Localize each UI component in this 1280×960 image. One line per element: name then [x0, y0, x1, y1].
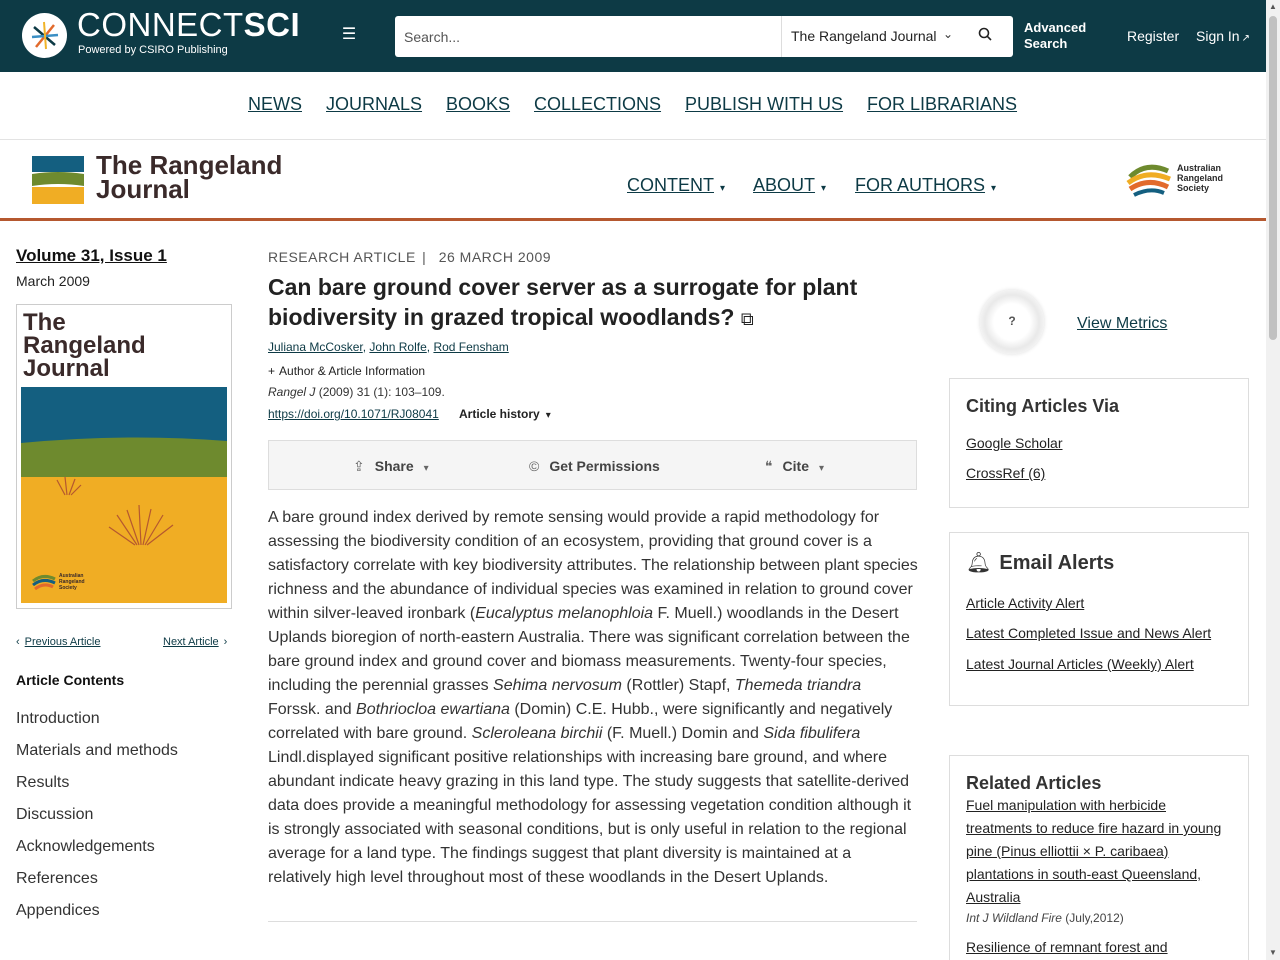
connectsci-logo-icon[interactable] [22, 13, 67, 58]
search-input[interactable] [395, 16, 781, 57]
citing-articles-heading: Citing Articles Via [966, 396, 1120, 416]
related-article-link[interactable]: Fuel manipulation with herbicide treatments to reduce fire hazard in young pine (Pinus elliottii × P. caribaea) plantations in south-east Queensland, Australia [966, 797, 1222, 905]
abstract-segment: (Rottler) Stapf, [621, 677, 735, 694]
search-box [395, 16, 1013, 57]
google-scholar-link[interactable]: Google Scholar [966, 435, 1063, 451]
chevron-down-icon: ▾ [991, 183, 997, 194]
chevron-left-icon: ‹ [16, 636, 20, 648]
article-history-toggle[interactable]: Article history ▾ [459, 407, 551, 421]
chevron-down-icon: ▾ [821, 183, 827, 194]
abstract-segment: Lindl.displayed significant positive relationships with increasing bare ground, and where abundant indicate heavy grazing in this land type. The study suggests that satellite-derived data does provide a meaningful methodology for assessing vegetation condition although it is strongly associated with seasonal conditions, but is only useful in relation to the regional average for a land type. The findings suggest that plant diversity is maintained at a relatively high level throughout most of these woodlands in the Desert Uplands. [268, 749, 912, 886]
nav-collections[interactable]: COLLECTIONS [534, 94, 662, 114]
article-title: Can bare ground cover server as a surrogate for plant biodiversity in grazed tropical woodlands? ⧉ [268, 274, 858, 330]
share-button[interactable]: ⇪ Share ▾ [353, 458, 429, 474]
scroll-thumb[interactable] [1269, 16, 1277, 340]
abstract-segment: (F. Muell.) Domin and [602, 725, 764, 742]
author-link[interactable]: John Rolfe [369, 340, 427, 354]
cover-society-name: Australian Rangeland Society [59, 573, 85, 591]
search-divider [781, 16, 782, 57]
citation-line: Rangel J (2009) 31 (1): 103–109. [268, 385, 445, 399]
advanced-search-link[interactable]: Advanced Search [1024, 20, 1087, 51]
article-contents-heading: Article Contents [16, 672, 125, 688]
chevron-down-icon: ▾ [819, 463, 825, 474]
cover-society-logo-icon [31, 571, 57, 591]
journal-header [0, 141, 1266, 221]
view-metrics-link[interactable]: View Metrics [1077, 315, 1168, 332]
next-article-link[interactable]: Next Article › [163, 636, 228, 648]
article-date: 26 MARCH 2009 [438, 249, 552, 265]
journal-name[interactable]: The Rangeland Journal [96, 150, 283, 204]
author-link[interactable]: Juliana McCosker [268, 340, 363, 354]
scroll-up-arrow-icon[interactable]: ▲ [1269, 2, 1277, 11]
journal-nav-content[interactable]: CONTENT ▾ [627, 175, 726, 195]
plus-icon: + [268, 364, 276, 378]
external-icon: ↗ [1241, 33, 1250, 44]
altmetric-badge-icon[interactable]: ? [980, 290, 1044, 354]
issue-date: March 2009 [16, 273, 90, 289]
register-link[interactable]: Register [1127, 28, 1180, 44]
page-scrollbar[interactable] [1266, 0, 1280, 960]
chevron-down-icon: ▾ [423, 463, 429, 474]
external-icon[interactable]: ⧉ [740, 309, 754, 329]
species-name: Bothriocloa ewartiana [356, 701, 510, 718]
get-permissions-button[interactable]: © Get Permissions [529, 458, 660, 474]
cover-title: The Rangeland Journal [23, 309, 146, 382]
species-name: Scleroleana birchii [471, 725, 603, 742]
nav-journals[interactable]: JOURNALS [326, 94, 423, 114]
species-name: Themeda triandra [734, 677, 862, 694]
related-article-link[interactable]: Resilience of remnant forest and [966, 939, 1168, 955]
toc-references[interactable]: References [16, 870, 98, 887]
society-name[interactable]: Australian Rangeland Society [1177, 163, 1224, 193]
nav-publish-with-us[interactable]: PUBLISH WITH US [685, 94, 844, 114]
article-type: RESEARCH ARTICLE | 26 MARCH 2009 [268, 249, 552, 265]
article-contents-list [16, 710, 178, 934]
main-nav [0, 72, 1266, 140]
nav-for-librarians[interactable]: FOR LIBRARIANS [867, 94, 1018, 114]
related-articles-box [949, 755, 1249, 960]
species-name: Sida fibulifera [763, 725, 861, 742]
abstract-segment: A bare ground index derived by remote sensing would provide a rapid methodology for assessing the biodiversity condition of an ecosystem, providing that ground cover is a satisfactory correlate with key biodiversity attributes. The relationship between plant species richness and the abundance of individual species was examined in relation to ground cover within silver-leaved ironbark ( [268, 509, 918, 622]
issue-link[interactable]: Volume 31, Issue 1 [16, 246, 167, 265]
journal-select[interactable]: The Rangeland Journal [791, 28, 937, 44]
toc-results[interactable]: Results [16, 774, 70, 791]
share-icon: ⇪ [353, 458, 365, 474]
society-logo-icon[interactable] [1126, 157, 1166, 199]
sign-in-link[interactable]: Sign In ↗ [1196, 28, 1250, 44]
cite-button[interactable]: ❝ Cite ▾ [765, 458, 825, 474]
species-name: Sehima nervosum [493, 677, 622, 694]
abstract-segment: F. Muell.) woodlands in the Desert Uplands bioregion of north-eastern Australia. There was significant correlation between the bare ground index and ground cover and biomass measurements. Twenty-four species, including the perennial grasses [268, 605, 910, 694]
search-icon[interactable] [975, 27, 995, 47]
chevron-down-icon[interactable]: ⌄ [943, 27, 954, 41]
abstract-text [268, 506, 918, 890]
abstract-segment: (Domin) C.E. Hubb., were significantly and negatively correlated with bare ground. [268, 701, 893, 742]
nav-books[interactable]: BOOKS [446, 94, 511, 114]
author-link[interactable]: Rod Fensham [433, 340, 509, 354]
toc-acknowledgements[interactable]: Acknowledgements [16, 838, 155, 855]
journal-nav-about[interactable]: ABOUT ▾ [753, 175, 827, 195]
journal-cover-image[interactable] [16, 304, 232, 609]
connectsci-logo-text[interactable]: CONNECTSCI [77, 6, 301, 43]
top-bar [0, 0, 1266, 72]
permissions-icon: © [529, 458, 540, 474]
journal-nav-for-authors[interactable]: FOR AUTHORS ▾ [855, 175, 997, 195]
email-alerts-heading: 🔔︎ Email Alerts [966, 552, 1115, 574]
journal-logo-icon[interactable] [32, 156, 84, 204]
crossref-link[interactable]: CrossRef (6) [966, 465, 1046, 481]
toc-introduction[interactable]: Introduction [16, 710, 100, 727]
abstract-segment: Forssk. and [268, 701, 357, 718]
doi-link[interactable]: https://doi.org/10.1071/RJ08041 [268, 407, 439, 421]
chevron-down-icon: ▾ [545, 410, 551, 421]
article-activity-alert-link[interactable]: Article Activity Alert [966, 595, 1085, 611]
hamburger-menu-icon[interactable]: ☰ [341, 26, 357, 43]
bell-icon: 🔔︎ [966, 552, 992, 574]
citing-articles-box [949, 378, 1249, 508]
author-list: Juliana McCosker, John Rolfe, Rod Fensham [268, 340, 509, 354]
species-name: Eucalyptus melanophloia [475, 605, 654, 622]
related-articles-heading: Related Articles [966, 773, 1102, 793]
section-divider [268, 921, 917, 922]
related-article-source: Int J Wildland Fire (July,2012) [966, 911, 1124, 925]
scroll-down-arrow-icon[interactable]: ▼ [1269, 948, 1277, 957]
chevron-right-icon: › [223, 636, 228, 648]
latest-issue-alert-link[interactable]: Latest Completed Issue and News Alert [966, 625, 1212, 641]
chevron-down-icon: ▾ [720, 183, 726, 194]
quote-icon: ❝ [765, 458, 773, 474]
toc-discussion[interactable]: Discussion [16, 806, 94, 823]
toc-appendices[interactable]: Appendices [16, 902, 100, 919]
previous-article-link[interactable]: ‹ Previous Article [16, 636, 101, 648]
article-toolbar [268, 440, 917, 490]
weekly-alert-link[interactable]: Latest Journal Articles (Weekly) Alert [966, 656, 1194, 672]
logo-subtitle: Powered by CSIRO Publishing [78, 44, 228, 56]
nav-news[interactable]: NEWS [248, 94, 302, 114]
toc-materials-and-methods[interactable]: Materials and methods [16, 742, 178, 759]
email-alerts-box [949, 532, 1249, 706]
author-article-info-toggle[interactable]: + Author & Article Information [268, 364, 426, 378]
